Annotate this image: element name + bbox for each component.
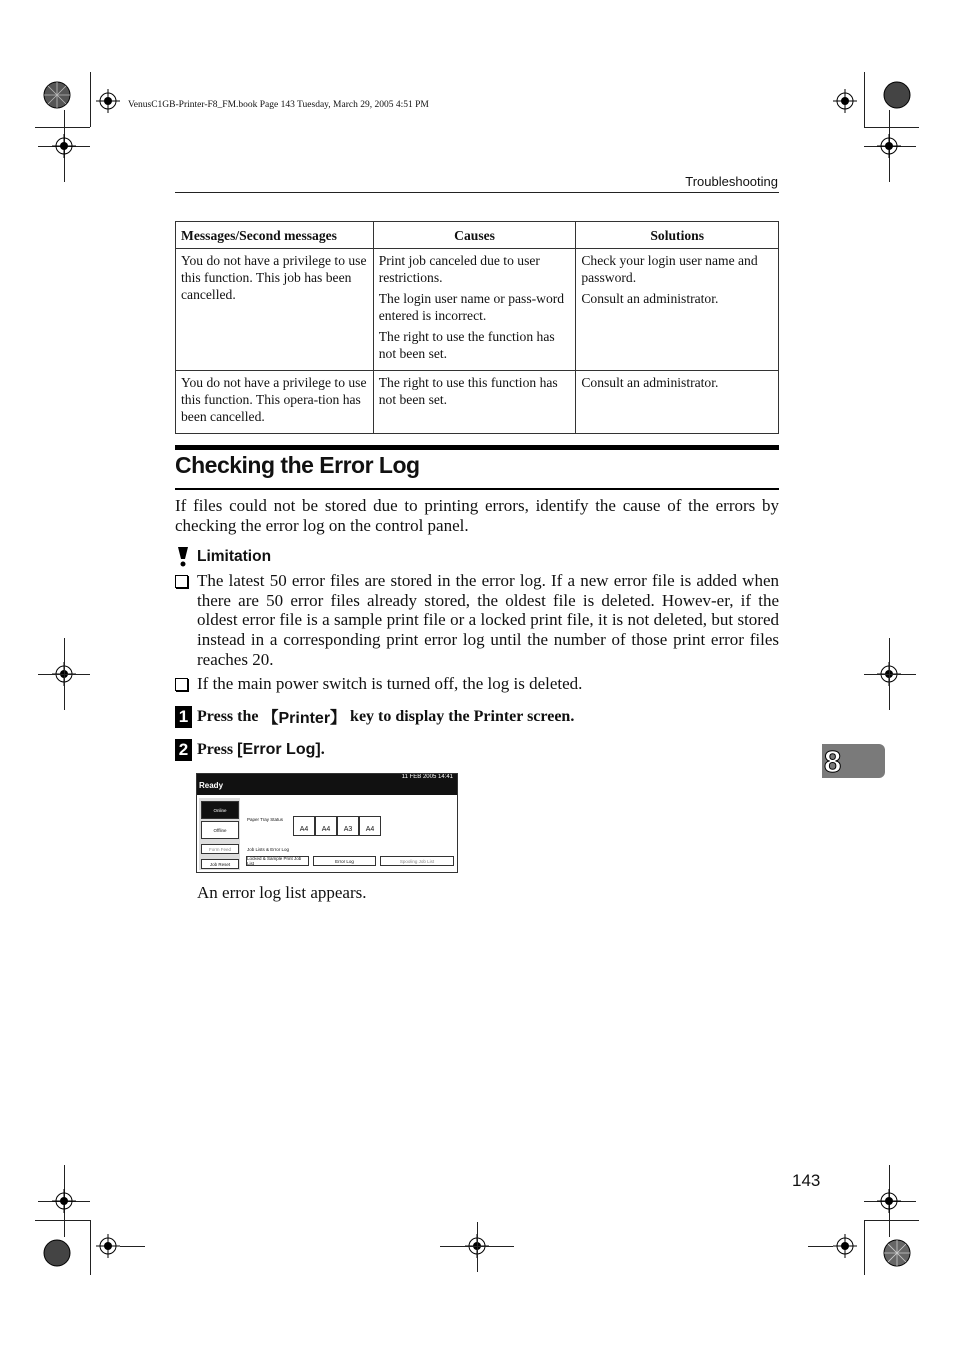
crosshair-icon: [877, 1189, 901, 1213]
table-row: [176, 371, 779, 434]
running-head: Troubleshooting: [685, 174, 778, 189]
solution-text: Consult an administrator.: [581, 375, 719, 390]
spooling-job-list-button[interactable]: Spooling Job List: [380, 856, 454, 866]
messages-table: [175, 221, 779, 434]
column-header: Solutions: [576, 222, 779, 249]
column-header: Causes: [373, 222, 576, 249]
result-caption: An error log list appears.: [197, 883, 367, 902]
causes-cell: [373, 371, 576, 434]
jobs-label: Job Lists & Error Log: [247, 847, 290, 852]
message-text: You do not have a privilege to use this function. This opera-tion has been cancelled.: [181, 375, 367, 424]
exclamation-icon: [175, 546, 191, 568]
header-rule: [175, 192, 779, 193]
step-number: 2: [175, 739, 192, 761]
clock-text: 11 FEB 2005 14:41: [401, 774, 453, 780]
section-bar: [175, 445, 779, 450]
job-reset-button[interactable]: Job Reset: [201, 859, 239, 869]
table-header-row: [176, 222, 779, 249]
chapter-tab: [822, 744, 885, 778]
crosshair-icon: [96, 89, 120, 113]
solutions-cell: [576, 249, 779, 371]
color-target-icon: [42, 80, 72, 110]
tray-indicator: A4: [315, 816, 337, 836]
solution-text: Consult an administrator.: [581, 291, 719, 306]
printer-screen-screenshot: [196, 773, 458, 873]
crosshair-icon: [52, 134, 76, 158]
causes-cell: [373, 249, 576, 371]
offline-button[interactable]: Offline: [201, 821, 239, 839]
limitation-heading: [175, 546, 271, 568]
key-label: [Error Log]: [237, 741, 321, 758]
cause-text: The login user name or pass-word entered is incorrect.: [378, 291, 565, 323]
tray-status-label: Paper Tray Status: [247, 817, 284, 822]
color-target-icon: [882, 80, 912, 110]
list-item: [175, 571, 779, 670]
list-item: [175, 674, 779, 696]
key-label: 【Printer】: [262, 710, 347, 727]
step-text: Press: [197, 741, 238, 758]
section-rule: [175, 488, 779, 490]
tray-indicator: A4: [359, 816, 381, 836]
step-2: [175, 739, 325, 761]
table-row: [176, 249, 779, 371]
print-info-line: VenusC1GB-Printer-F8_FM.book Page 143 Tuesday, March 29, 2005 4:51 PM: [128, 100, 429, 110]
crosshair-icon: [877, 134, 901, 158]
step-text: key to display the Printer screen.: [346, 707, 575, 725]
solution-text: Check your login user name and password.: [581, 253, 758, 285]
error-log-button[interactable]: Error Log: [313, 856, 376, 866]
crosshair-icon: [96, 1234, 120, 1258]
intro-paragraph: If files could not be stored due to printing errors, identify the cause of the errors by checking the error log on the control panel.: [175, 496, 779, 535]
crosshair-icon: [833, 1234, 857, 1258]
message-cell: [176, 249, 374, 371]
solutions-cell: [576, 371, 779, 434]
page-number: 143: [792, 1171, 821, 1190]
screen-status-bar: [197, 774, 457, 795]
checkbox-bullet-icon: [175, 674, 197, 696]
chapter-number: 8: [824, 744, 842, 779]
limitation-label: Limitation: [197, 548, 272, 565]
form-feed-button[interactable]: Form Feed: [201, 844, 239, 854]
column-header: Messages/Second messages: [176, 222, 374, 249]
crosshair-icon: [833, 89, 857, 113]
list-item-text: If the main power switch is turned off, the log is deleted.: [197, 673, 583, 693]
cause-text: The right to use this function has not been set.: [378, 375, 558, 407]
cause-text: Print job canceled due to user restrictions.: [378, 253, 540, 285]
status-text: Ready: [199, 781, 224, 790]
step-text: Press the: [197, 707, 263, 725]
color-target-icon: [42, 1238, 72, 1268]
limitation-list: [175, 571, 779, 699]
list-item-text: The latest 50 error files are stored in the error log. If a new error file is added when there are 50 error files already stored, the oldest file is deleted. Howev-er, if the oldest error file is a sample print file or a locked print file, it is not deleted, but stored instead in a corresponding print error log until the number of those print error files reaches 20.: [197, 571, 779, 669]
checkbox-bullet-icon: [175, 571, 197, 670]
section-title: Checking the Error Log: [175, 452, 420, 478]
online-button[interactable]: Online: [201, 801, 239, 819]
color-target-icon: [882, 1238, 912, 1268]
tray-indicator: A3: [337, 816, 359, 836]
message-text: You do not have a privilege to use this function. This job has been cancelled.: [181, 253, 367, 302]
crosshair-icon: [52, 1189, 76, 1213]
step-number: 1: [175, 706, 192, 728]
cause-text: The right to use the function has not been set.: [378, 329, 555, 361]
tray-indicator: A4: [293, 816, 315, 836]
locked-sample-list-button[interactable]: Locked & Sample Print Job List: [246, 856, 309, 866]
message-cell: [176, 371, 374, 434]
step-text: .: [320, 741, 325, 758]
step-1: [175, 705, 574, 728]
